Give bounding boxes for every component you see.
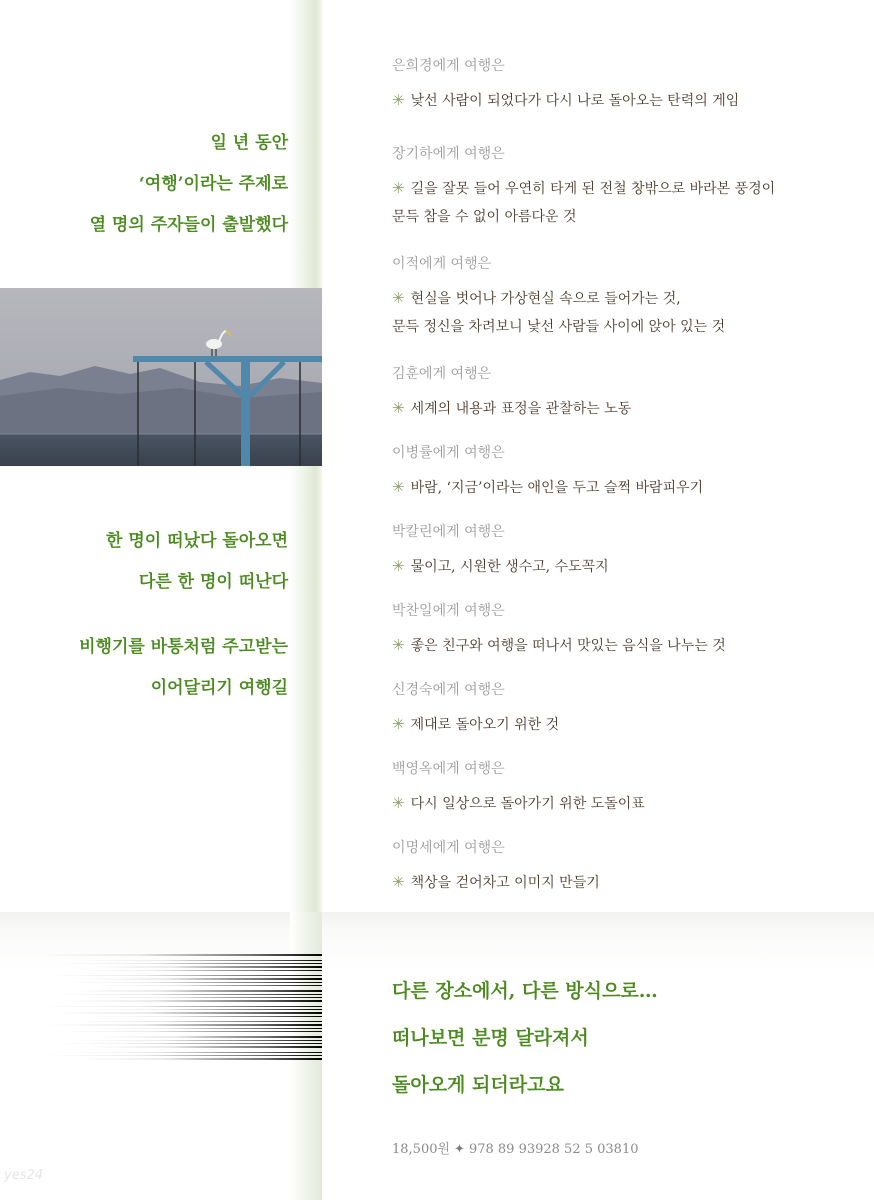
- author-entry: [392, 522, 862, 601]
- star-icon: ✳: [392, 478, 405, 496]
- entry-line: [392, 313, 862, 341]
- speed-line: [59, 982, 322, 983]
- star-icon: ✳: [392, 636, 405, 654]
- author-name: 은희경에게 여행은: [392, 58, 505, 74]
- entry-line-text: 바람, ‘지금’이라는 애인을 두고 슬쩍 바람피우기: [410, 480, 704, 496]
- left-middle-text: [106, 521, 288, 603]
- author-name: 장기하에게 여행은: [392, 146, 505, 162]
- entry-line-text: 좋은 친구와 여행을 떠나서 맛있는 음식을 나누는 것: [410, 638, 726, 654]
- left-middle-line: 이어달리기 여행길: [150, 678, 288, 698]
- star-icon: ✳: [392, 794, 405, 812]
- author-entry: [392, 364, 862, 443]
- isbn-text: 978 89 93928 52 5 03810: [468, 1142, 639, 1157]
- left-middle-line: 한 명이 떠났다 돌아오면: [106, 531, 288, 551]
- speed-line: [64, 1000, 322, 1002]
- star-icon: ✳: [392, 179, 405, 197]
- entry-line: [392, 710, 862, 739]
- author-entry: [392, 680, 862, 759]
- speed-line: [88, 1046, 322, 1048]
- speed-lines-graphic: [0, 954, 322, 1064]
- star-icon: ✳: [392, 91, 405, 109]
- entry-line: [392, 868, 862, 897]
- speed-line: [42, 1055, 322, 1056]
- entry-line: [392, 631, 862, 660]
- entry-line-text: 문득 정신을 차려보니 낯선 사람들 사이에 앉아 있는 것: [392, 319, 726, 335]
- entry-line-text: 제대로 돌아오기 위한 것: [410, 717, 560, 733]
- left-middle-text-2: [79, 627, 288, 709]
- author-name: 이적에게 여행은: [392, 256, 492, 272]
- star-icon: ✳: [392, 715, 405, 733]
- star-icon: ✳: [392, 557, 405, 575]
- author-name: 김훈에게 여행은: [392, 366, 492, 382]
- watermark-logo: yes24: [4, 1168, 44, 1183]
- author-name: 신경숙에게 여행은: [392, 682, 505, 698]
- left-intro-line: ‘여행’이라는 주제로: [138, 174, 288, 194]
- speed-line: [69, 1021, 322, 1022]
- star-icon: ✳: [392, 399, 405, 417]
- bottom-tagline: [392, 968, 658, 1109]
- entry-line: [392, 473, 862, 502]
- speed-line: [65, 1052, 322, 1053]
- speed-line: [97, 1036, 322, 1038]
- entry-line: [392, 552, 862, 581]
- entry-line-text: 물이고, 시원한 생수고, 수도꼭지: [410, 559, 609, 575]
- seaside-photo: [0, 288, 322, 466]
- price-isbn: [392, 1140, 639, 1160]
- entry-line-text: 세계의 내용과 표정을 관찰하는 노동: [410, 401, 632, 417]
- speed-line: [60, 1031, 322, 1032]
- author-name: 이병률에게 여행은: [392, 445, 505, 461]
- author-entry: [392, 601, 862, 680]
- entry-line-text: 낯선 사람이 되었다가 다시 나로 돌아오는 탄력의 게임: [410, 93, 740, 109]
- entry-line: [392, 86, 862, 115]
- speed-line: [41, 1006, 322, 1007]
- speed-line: [77, 960, 322, 961]
- author-name: 박칼린에게 여행은: [392, 524, 505, 540]
- entry-line-text: 길을 잘못 들어 우연히 타게 된 전철 창밖으로 바라본 풍경이: [410, 181, 776, 197]
- speed-line: [83, 1028, 322, 1029]
- author-entry: [392, 759, 862, 838]
- entry-line: [392, 394, 862, 423]
- author-entry: [392, 838, 862, 917]
- diamond-icon: ✦: [454, 1142, 465, 1157]
- tagline-line: 떠나보면 분명 달라져서: [392, 1027, 589, 1049]
- speed-line: [96, 985, 322, 986]
- speed-line: [54, 963, 322, 964]
- entry-line-text: 문득 참을 수 없이 아름다운 것: [392, 209, 577, 225]
- speed-line: [46, 1024, 322, 1026]
- left-middle-line: 다른 한 명이 떠난다: [138, 572, 288, 592]
- speed-line: [79, 1058, 322, 1060]
- entry-line-text: 다시 일상으로 돌아가기 위한 도돌이표: [410, 796, 645, 812]
- entry-line: [392, 174, 862, 203]
- author-entry: [392, 144, 862, 254]
- left-middle-line: 비행기를 바통처럼 주고받는: [79, 637, 288, 657]
- speed-line: [51, 1043, 322, 1044]
- author-entry: [392, 443, 862, 522]
- entry-line: [392, 789, 862, 818]
- speed-line: [92, 1016, 322, 1017]
- speed-line: [40, 954, 322, 956]
- left-intro-line: 일 년 동안: [210, 133, 288, 153]
- author-entries-list: [392, 56, 862, 917]
- speed-line: [68, 970, 322, 971]
- speed-line: [91, 966, 322, 968]
- star-icon: ✳: [392, 289, 405, 307]
- author-name: 박찬일에게 여행은: [392, 603, 505, 619]
- speed-line: [50, 994, 322, 995]
- author-entry: [392, 56, 862, 144]
- price-text: 18,500원: [392, 1142, 451, 1157]
- tagline-line: 다른 장소에서, 다른 방식으로…: [392, 980, 658, 1002]
- speed-line: [55, 1012, 322, 1014]
- star-icon: ✳: [392, 873, 405, 891]
- left-intro-text: [90, 123, 288, 246]
- speed-line: [87, 997, 322, 998]
- author-name: 이명세에게 여행은: [392, 840, 505, 856]
- author-entry: [392, 254, 862, 364]
- entry-line: [392, 203, 862, 231]
- entry-line: [392, 284, 862, 313]
- entry-line-text: 책상을 걷어차고 이미지 만들기: [410, 875, 600, 891]
- left-intro-line: 열 명의 주자들이 출발했다: [89, 215, 288, 235]
- tagline-line: 돌아오게 되더라고요: [392, 1074, 564, 1096]
- entry-line-text: 현실을 벗어나 가상현실 속으로 들어가는 것,: [410, 291, 681, 307]
- speed-line: [74, 1040, 322, 1041]
- speed-line: [45, 975, 322, 976]
- speed-line: [78, 1009, 322, 1010]
- author-name: 백영옥에게 여행은: [392, 761, 505, 777]
- speed-line: [73, 990, 322, 992]
- speed-line: [82, 978, 322, 980]
